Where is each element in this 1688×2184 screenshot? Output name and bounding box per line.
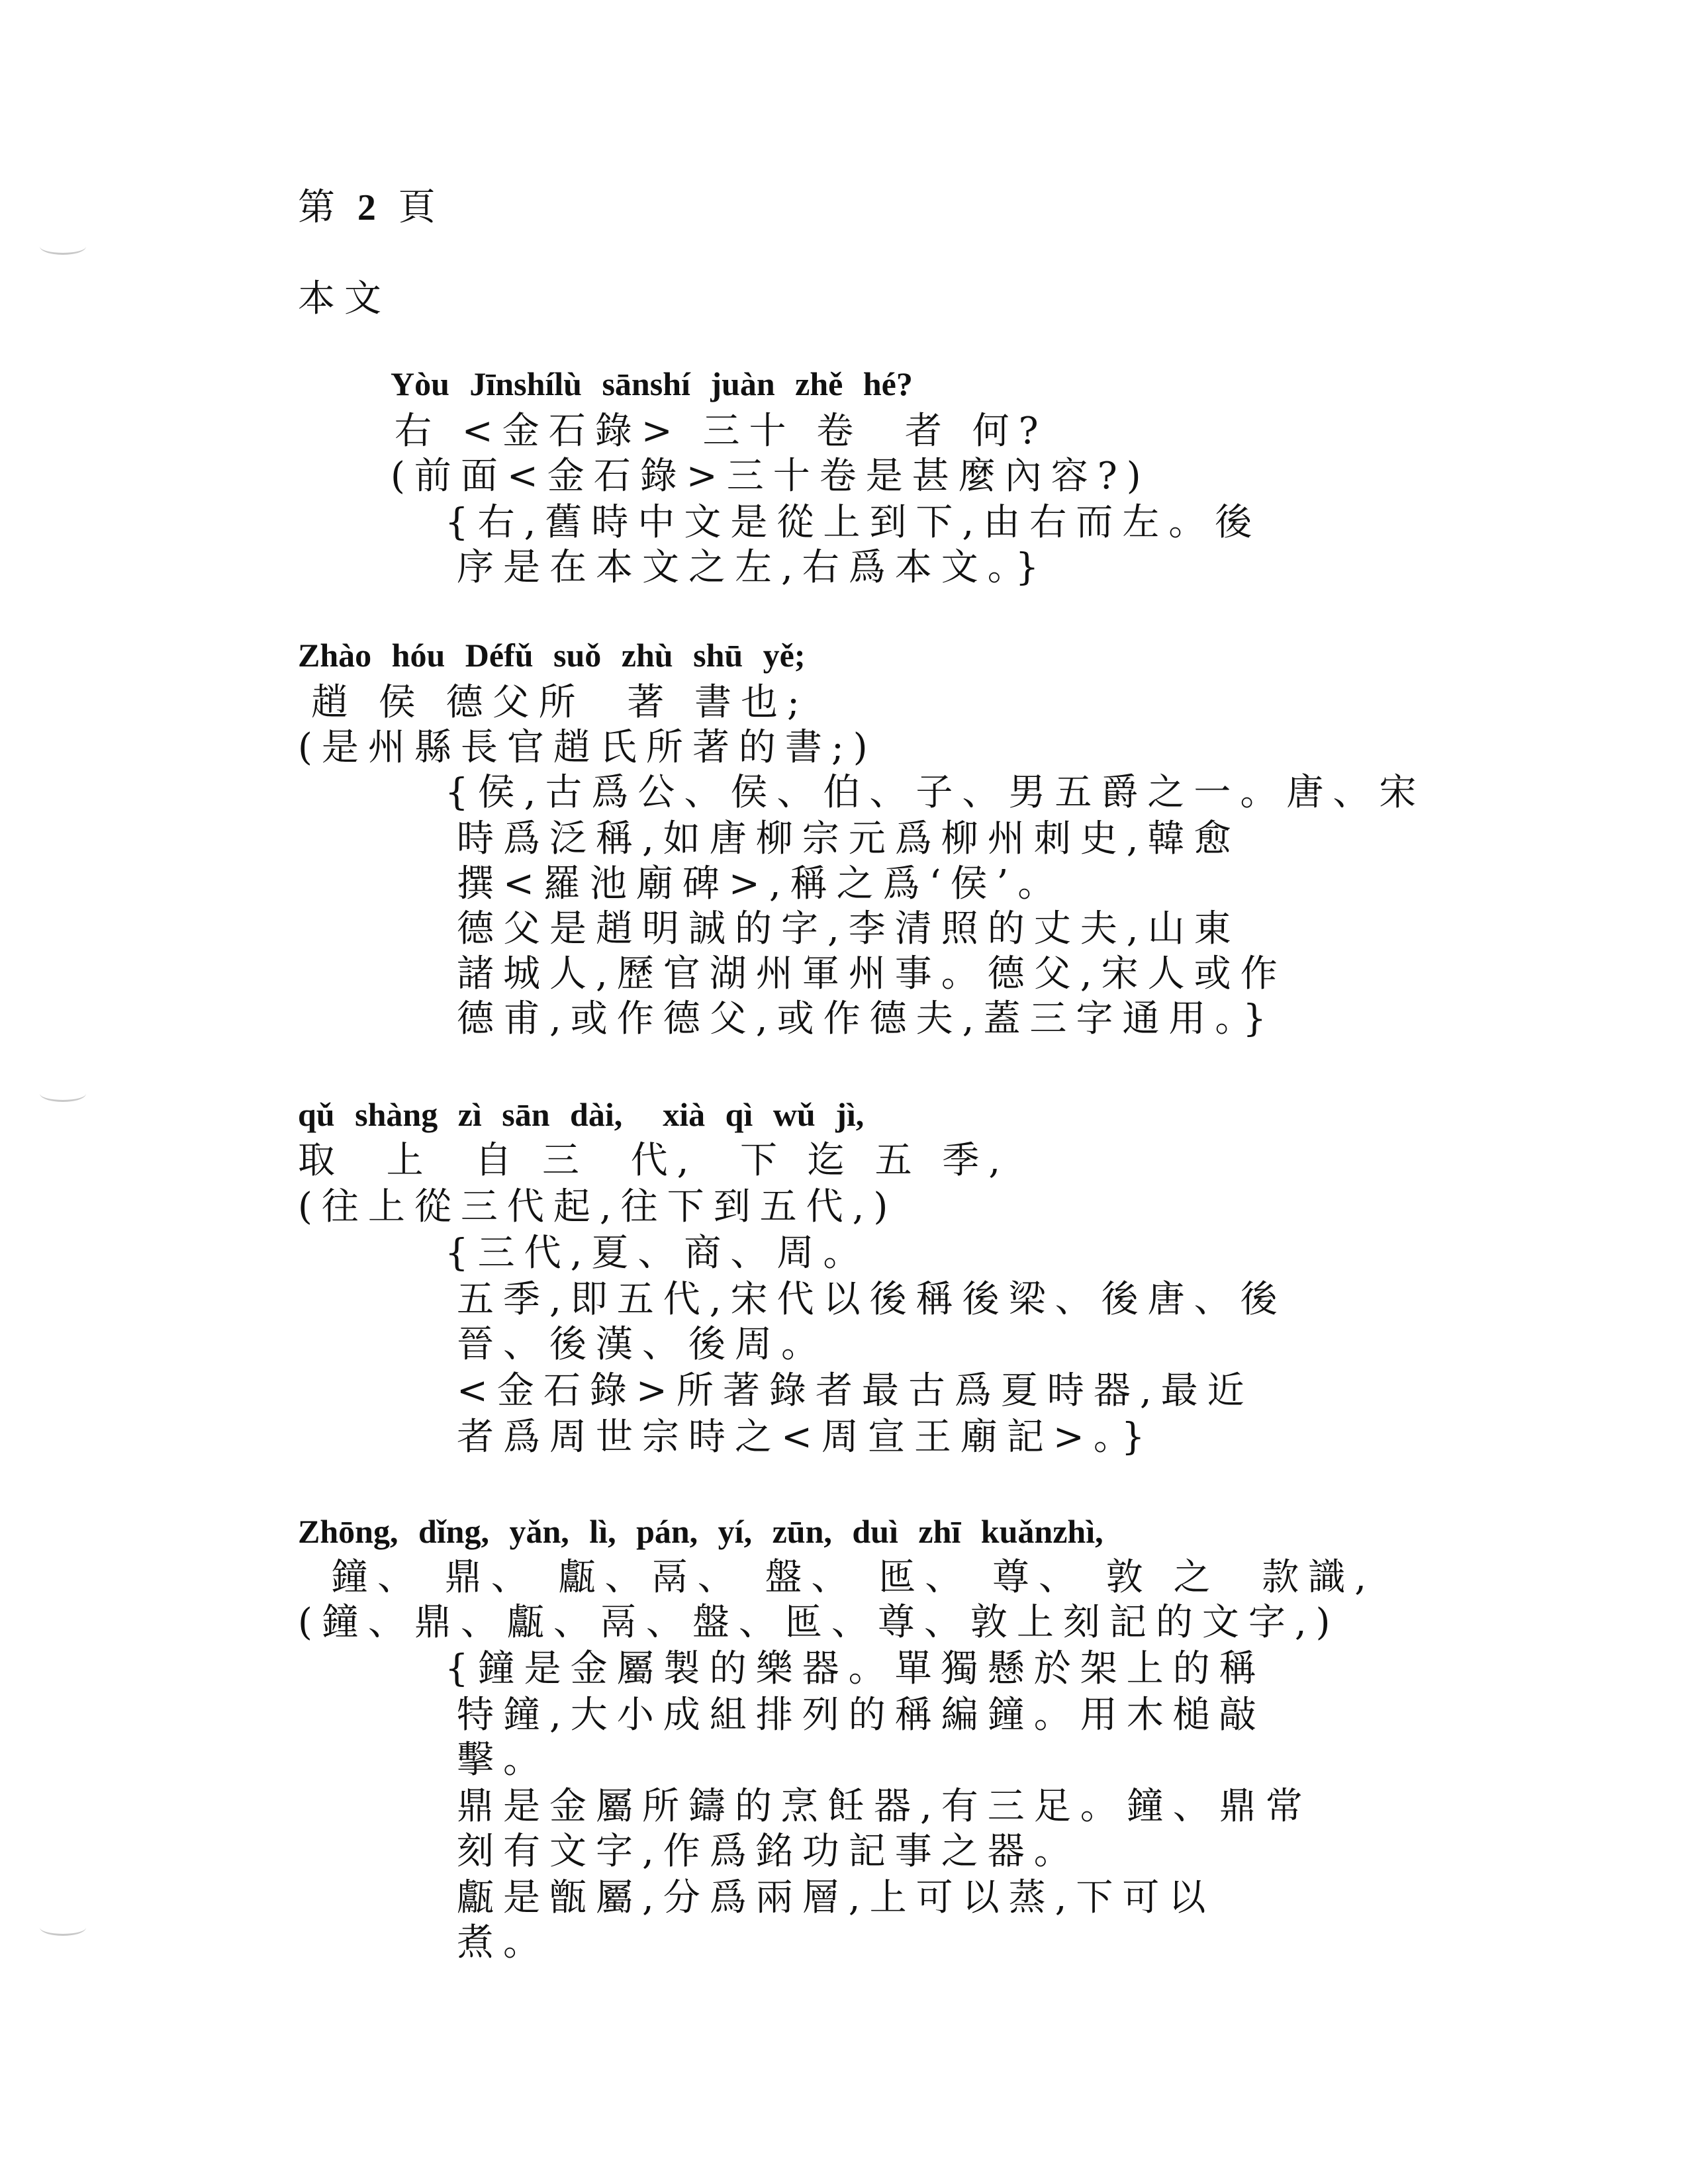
note-line: 撰<羅池廟碑>,稱之爲‘侯’。 xyxy=(457,862,1064,905)
note-line: {鐘是金屬製的樂器。單獨懸於架上的稱 xyxy=(445,1647,1266,1690)
original-text-line: 鐘、 鼎、 甗、鬲、 盤、 匜、 尊、 敦 之 款識, xyxy=(331,1556,1376,1599)
pinyin-line: qǔ shàng zì sān dài, xià qì wǔ jì, xyxy=(298,1096,865,1133)
note-line: 甗是甑屬,分爲兩層,上可以蒸,下可以 xyxy=(457,1876,1215,1919)
page-number-heading: 第 2 頁 xyxy=(298,186,441,229)
scan-margin-mark xyxy=(40,1085,86,1102)
scan-margin-mark xyxy=(40,1919,86,1936)
original-text-line: 趙 侯 德父所 著 書也; xyxy=(311,681,809,724)
note-line: 德甫,或作德父,或作德夫,蓋三字通用。} xyxy=(457,997,1276,1040)
note-line: 鼎是金屬所鑄的烹飪器,有三足。鐘、鼎常 xyxy=(457,1785,1312,1828)
translation-line: (往上從三代起,往下到五代,) xyxy=(298,1185,898,1228)
pinyin-line: Yòu Jīnshílù sānshí juàn zhě hé? xyxy=(391,365,913,402)
original-text-line: 右 <金石錄> 三十 卷 者 何? xyxy=(395,410,1048,453)
pinyin-line: Zhōng, dǐng, yǎn, lì, pán, yí, zūn, duì zhī kuǎnzhì, xyxy=(298,1513,1103,1550)
note-line: 煮。 xyxy=(457,1921,549,1964)
note-line: {三代,夏、商、周。 xyxy=(445,1232,870,1275)
translation-line: (前面<金石錄>三十卷是甚麼內容?) xyxy=(391,455,1150,498)
note-line: <金石錄>所著錄者最古爲夏時器,最近 xyxy=(457,1369,1254,1412)
note-line: 擊。 xyxy=(457,1739,549,1782)
note-line: 諸城人,歷官湖州軍州事。德父,宋人或作 xyxy=(457,952,1287,995)
note-line: 時爲泛稱,如唐柳宗元爲柳州刺史,韓愈 xyxy=(457,817,1241,860)
note-line: 刻有文字,作爲銘功記事之器。 xyxy=(457,1830,1080,1873)
scan-margin-mark xyxy=(40,238,86,255)
original-text-line: 取 上 自 三 代, 下 迄 五 季, xyxy=(298,1139,1010,1182)
note-line: {右,舊時中文是從上到下,由右而左。後 xyxy=(445,501,1262,544)
note-line: 五季,即五代,宋代以後稱後梁、後唐、後 xyxy=(457,1278,1287,1321)
note-line: 者爲周世宗時之<周宣王廟記>。} xyxy=(457,1416,1154,1459)
note-line: 晉、後漢、後周。 xyxy=(457,1323,827,1366)
pinyin-line: Zhào hóu Défǔ suǒ zhù shū yě; xyxy=(298,637,806,674)
note-line: {侯,古爲公、侯、伯、子、男五爵之一。唐、宋 xyxy=(445,771,1426,814)
translation-line: (是州縣長官趙氏所著的書;) xyxy=(298,726,877,769)
translation-line: (鐘、鼎、甗、鬲、盤、匜、尊、敦上刻記的文字,) xyxy=(298,1601,1340,1644)
note-line: 德父是趙明誠的字,李清照的丈夫,山東 xyxy=(457,907,1241,950)
note-line: 特鐘,大小成組排列的稱編鐘。用木槌敲 xyxy=(457,1694,1266,1737)
section-title: 本文 xyxy=(298,277,391,320)
note-line: 序是在本文之左,右爲本文。} xyxy=(457,546,1049,589)
